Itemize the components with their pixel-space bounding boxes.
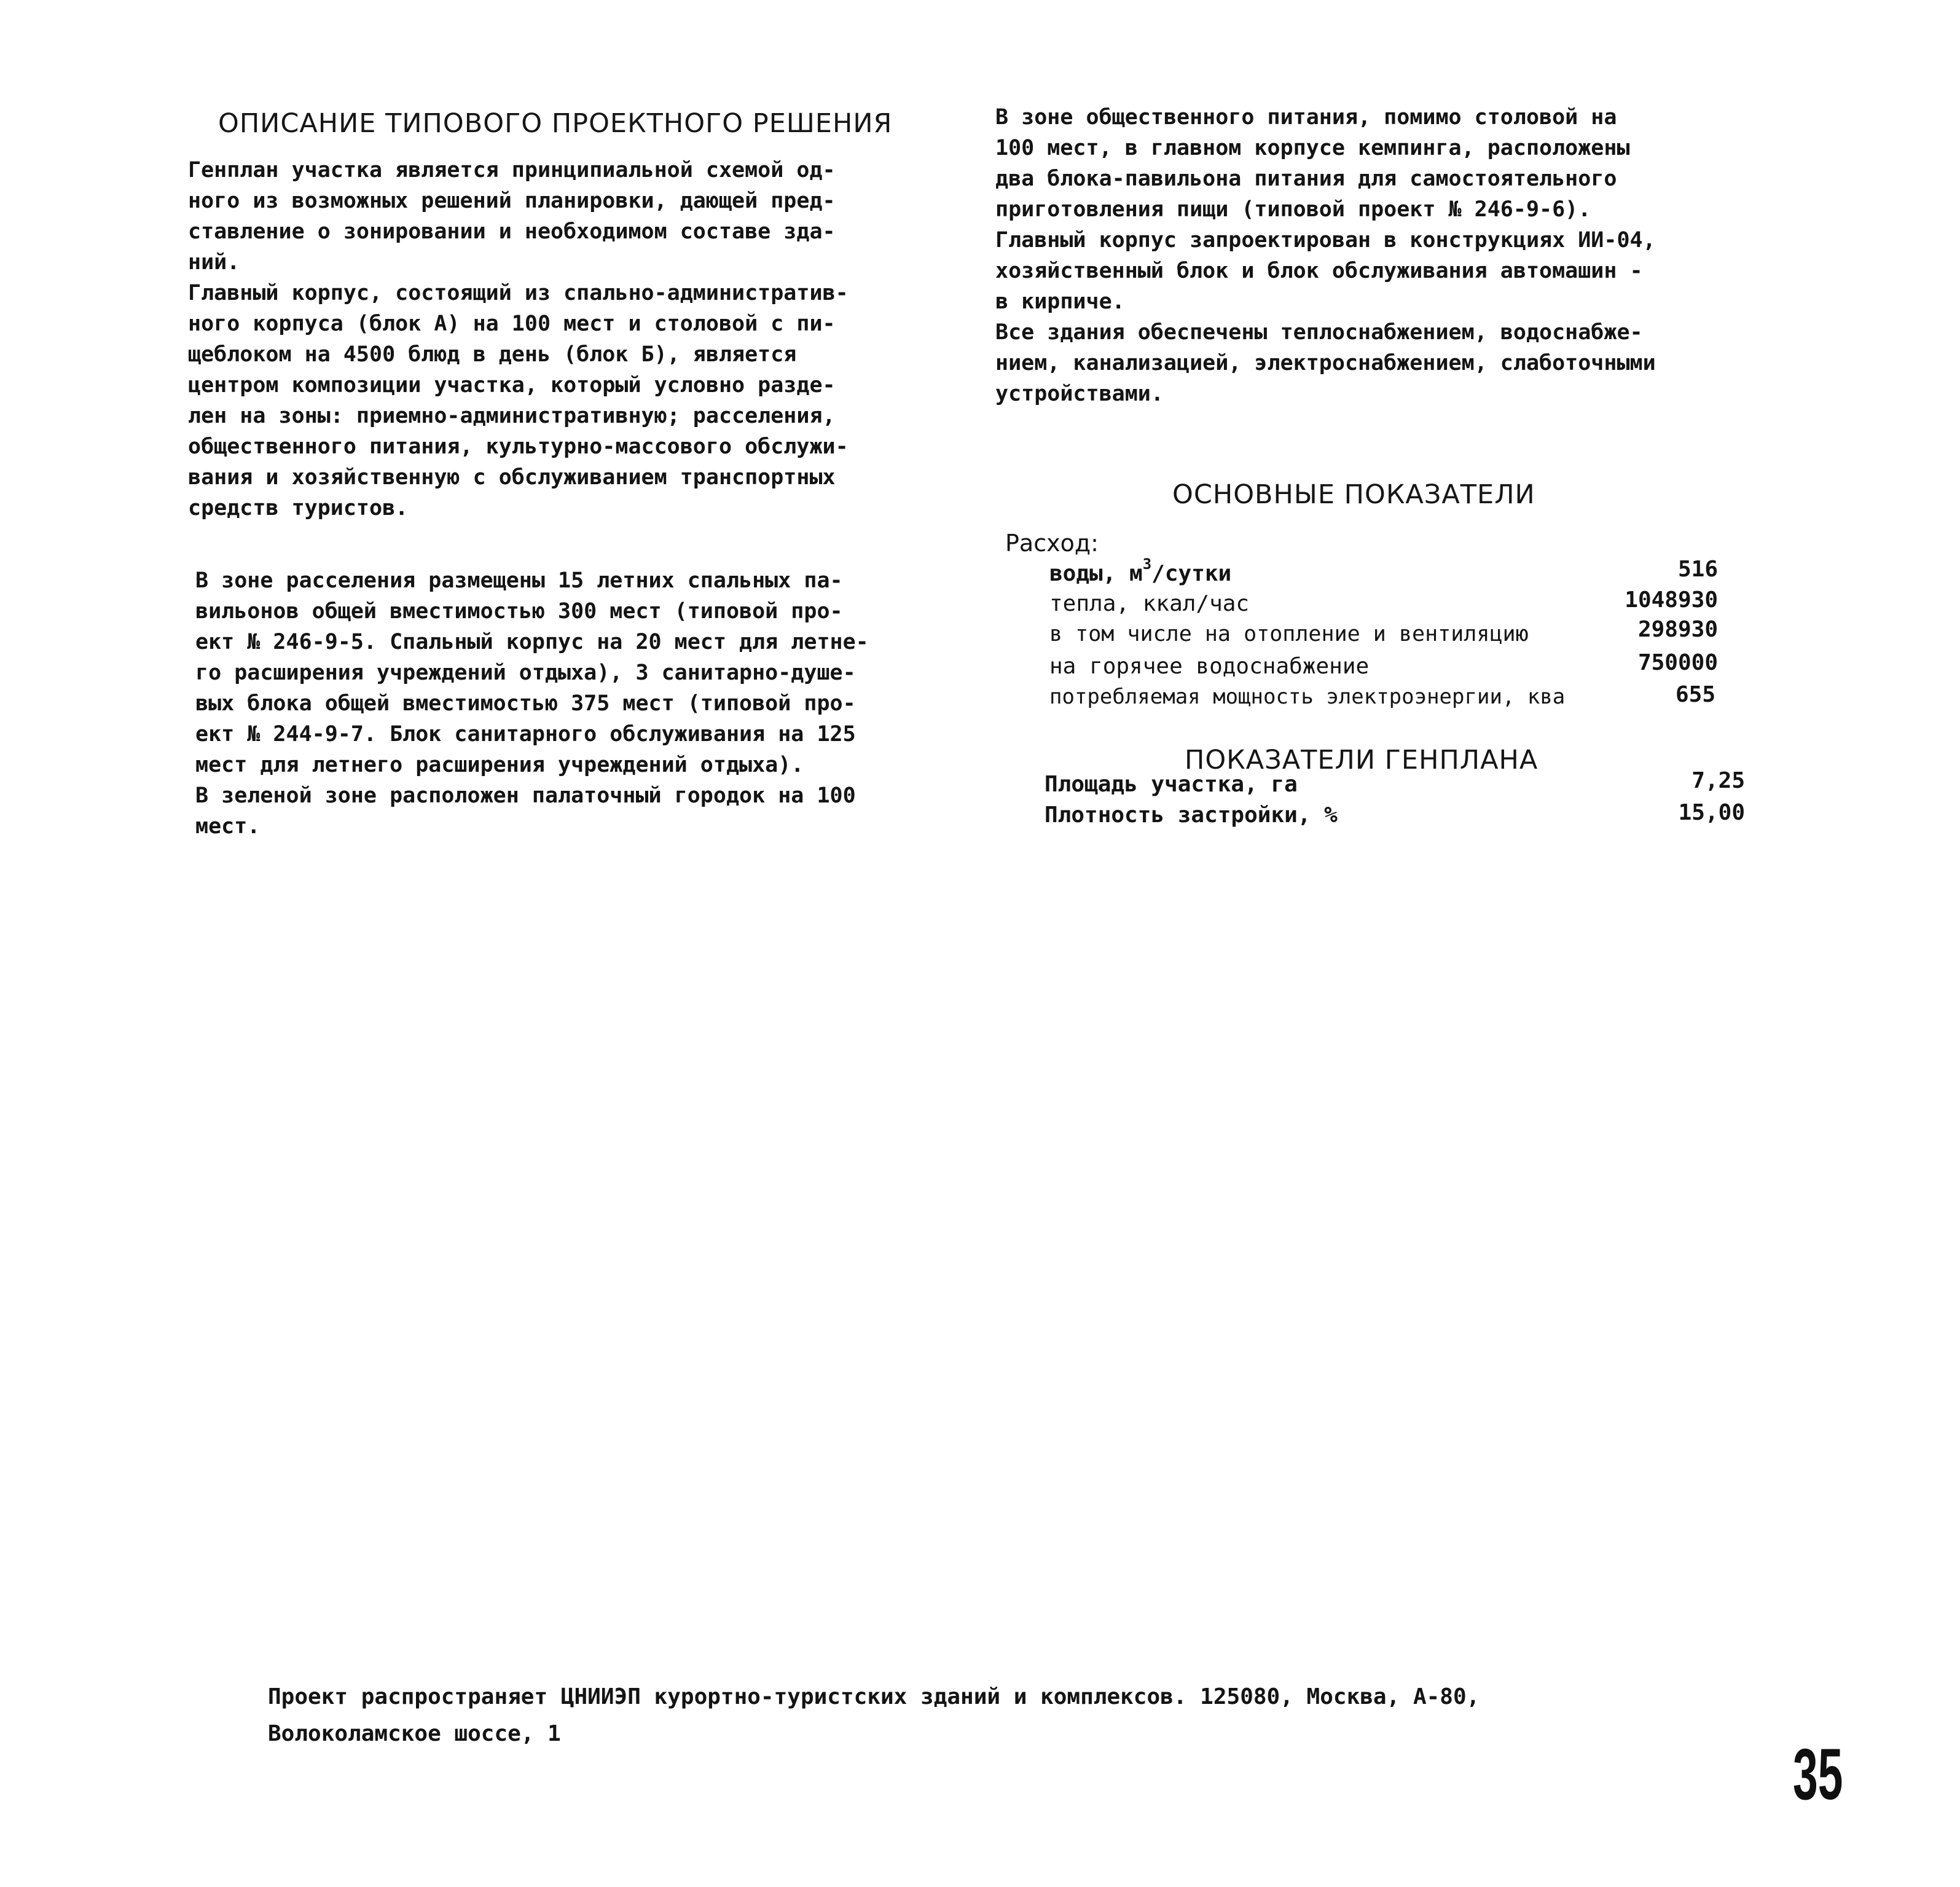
site-area-value: 7,25 (1691, 768, 1745, 793)
water-label-pre: воды, м (1049, 561, 1143, 586)
text-line: В зеленой зоне расположен палаточный городок на 100 (195, 783, 856, 808)
genplan-indicators-title: ПОКАЗАТЕЛИ ГЕНПЛАНА (1185, 745, 1539, 775)
text-line: приготовления пищи (типовой проект № 246-9-6). (995, 197, 1591, 222)
text-line: ект № 244-9-7. Блок санитарного обслуживания на 125 (195, 722, 856, 747)
text-line: Главный корпус запроектирован в конструкциях ИИ-04, (995, 228, 1656, 253)
main-indicators-title: ОСНОВНЫЕ ПОКАЗАТЕЛИ (1172, 479, 1535, 510)
hot-water-label: на горячее водоснабжение (1049, 654, 1370, 679)
water-label (1049, 555, 1232, 586)
publisher-note-line-1: Проект распространяет ЦНИИЭП курортно-туристских зданий и комплексов. 125080, Москва, А-80, (268, 1684, 1480, 1709)
text-line: ставление о зонировании и необходимом составе зда- (188, 219, 836, 244)
water-value: 516 (1677, 557, 1718, 582)
text-line: нием, канализацией, электроснабжением, слаботочными (995, 351, 1656, 375)
hot-water-value: 750000 (1637, 650, 1718, 675)
text-line: го расширения учреждений отдыха), 3 санитарно-душе- (195, 661, 856, 685)
text-line: хозяйственный блок и блок обслуживания автомашин - (995, 259, 1643, 283)
text-line: в кирпиче. (995, 289, 1125, 314)
text-line: Главный корпус, состоящий из спально-административ- (188, 281, 849, 305)
text-line: Генплан участка является принципиальной схемой од- (188, 158, 836, 182)
text-line: мест. (195, 814, 261, 839)
text-line: В зоне общественного питания, помимо столовой на (995, 105, 1617, 130)
power-value: 655 (1675, 682, 1715, 707)
water-label-sup: 3 (1142, 555, 1152, 573)
description-paragraph-2 (195, 565, 933, 842)
text-line: вых блока общей вместимостью 375 мест (типовой про- (195, 691, 856, 716)
text-line: два блока-павильона питания для самостоятельного (995, 167, 1617, 191)
site-area-label: Площадь участка, га (1045, 772, 1298, 797)
text-line: устройствами. (995, 382, 1164, 406)
description-title: ОПИСАНИЕ ТИПОВОГО ПРОЕКТНОГО РЕШЕНИЯ (218, 108, 893, 139)
page-number: 35 (1793, 1734, 1843, 1815)
text-line: щеблоком на 4500 блюд в день (блок Б), является (188, 342, 797, 367)
heating-ventilation-value: 298930 (1637, 617, 1718, 642)
text-line: центром композиции участка, который условно разде- (188, 373, 836, 398)
consumption-label: Расход: (1005, 530, 1099, 557)
power-label: потребляемая мощность электроэнергии, ква (1049, 685, 1566, 709)
heating-ventilation-label: в том числе на отопление и вентиляцию (1049, 622, 1529, 646)
water-label-post: /сутки (1151, 561, 1232, 586)
building-density-label: Плотность застройки, % (1045, 802, 1338, 828)
text-line: средств туристов. (188, 496, 409, 520)
publisher-note-line-2: Волоколамское шоссе, 1 (268, 1721, 561, 1746)
text-line: ний. (188, 250, 240, 275)
text-line: общественного питания, культурно-массового обслужи- (188, 434, 849, 459)
text-line: лен на зоны: приемно-административную; расселения, (188, 404, 836, 428)
text-line: ного корпуса (блок А) на 100 мест и столовой с пи- (188, 312, 836, 336)
heat-label: тепла, ккал/час (1049, 591, 1250, 616)
text-line: мест для летнего расширения учреждений отдыха). (195, 753, 804, 777)
text-line: Все здания обеспечены теплоснабжением, водоснабже- (995, 320, 1643, 345)
text-line: вильонов общей вместимостью 300 мест (типовой про- (195, 599, 843, 624)
text-line: В зоне расселения размещены 15 летних спальных па- (195, 568, 843, 593)
description-paragraph-1 (188, 155, 925, 524)
text-line: вания и хозяйственную с обслуживанием транспортных (188, 465, 836, 490)
text-line: 100 мест, в главном корпусе кемпинга, расположены (995, 136, 1630, 160)
heat-value: 1048930 (1625, 587, 1718, 613)
text-line: ного из возможных решений планировки, дающей пред- (188, 189, 836, 213)
catering-paragraph (995, 102, 1763, 409)
text-line: ект № 246-9-5. Спальный корпус на 20 мест для летне- (195, 630, 869, 654)
publisher-note (268, 1679, 1480, 1752)
building-density-value: 15,00 (1678, 800, 1745, 825)
